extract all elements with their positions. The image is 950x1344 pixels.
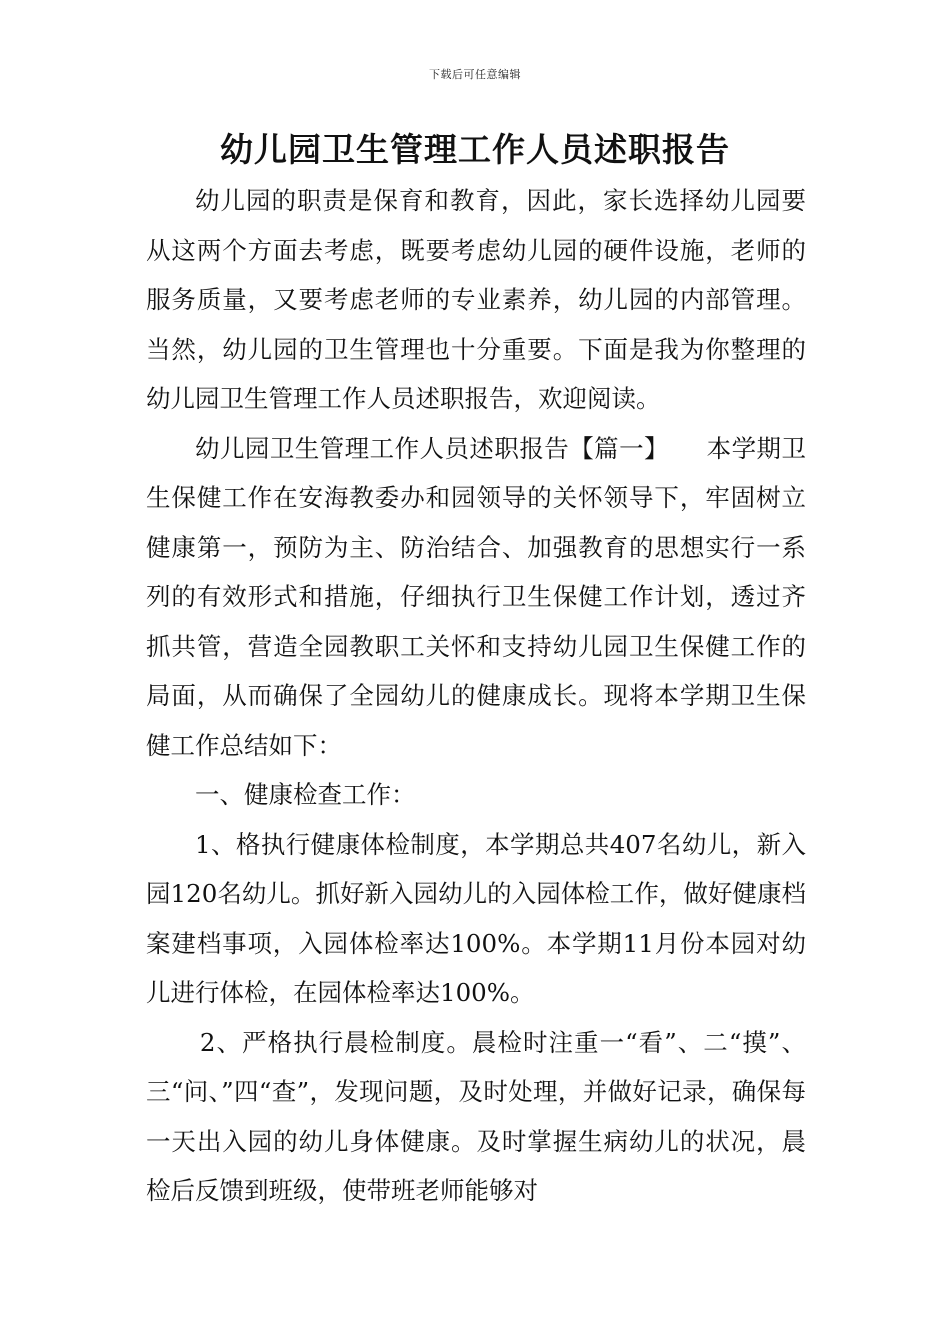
paragraph-intro: 幼儿园的职责是保育和教育，因此，家长选择幼儿园要从这两个方面去考虑，既要考虑幼儿园的硬件设施，老师的服务质量，又要考虑老师的专业素养，幼儿园的内部管理。当然，幼儿园的卫生管理也十分重要。下面是我为你整理的幼儿园卫生管理工作人员述职报告，欢迎阅读。 — [146, 186, 806, 413]
paragraph-item-2: 2、严格执行晨检制度。晨检时注重一“看”、二“摸”、三“问、”四“查”，发现问题，及时处理，并做好记录，确保每一天出入园的幼儿身体健康。及时掌握生病幼儿的状况，晨检后反馈到班级，使带班老师能够对 — [146, 1027, 806, 1205]
paragraph-section-one: 幼儿园卫生管理工作人员述职报告【篇一】 本学期卫生保健工作在安海教委办和园领导的关怀领导下，牢固树立健康第一，预防为主、防治结合、加强教育的思想实行一系列的有效形式和措施，仔细执行卫生保健工作计划，透过齐抓共管，营造全园教职工关怀和支持幼儿园卫生保健工作的局面，从而确保了全园幼儿的健康成长。现将本学期卫生保健工作总结如下： — [146, 433, 806, 760]
paragraph-item-1: 1、格执行健康体检制度，本学期总共407名幼儿，新入园120名幼儿。抓好新入园幼儿的入园体检工作，做好健康档案建档事项，入园体检率达100%。本学期11月份本园对幼儿进行体检，在园体检率达100%。 — [146, 829, 806, 1007]
header-note: 下载后可任意编辑 — [429, 68, 521, 81]
paragraph-heading-health-check: 一、健康检查工作： — [195, 780, 416, 809]
document-title: 幼儿园卫生管理工作人员述职报告 — [220, 130, 730, 169]
document-body — [146, 176, 806, 1216]
